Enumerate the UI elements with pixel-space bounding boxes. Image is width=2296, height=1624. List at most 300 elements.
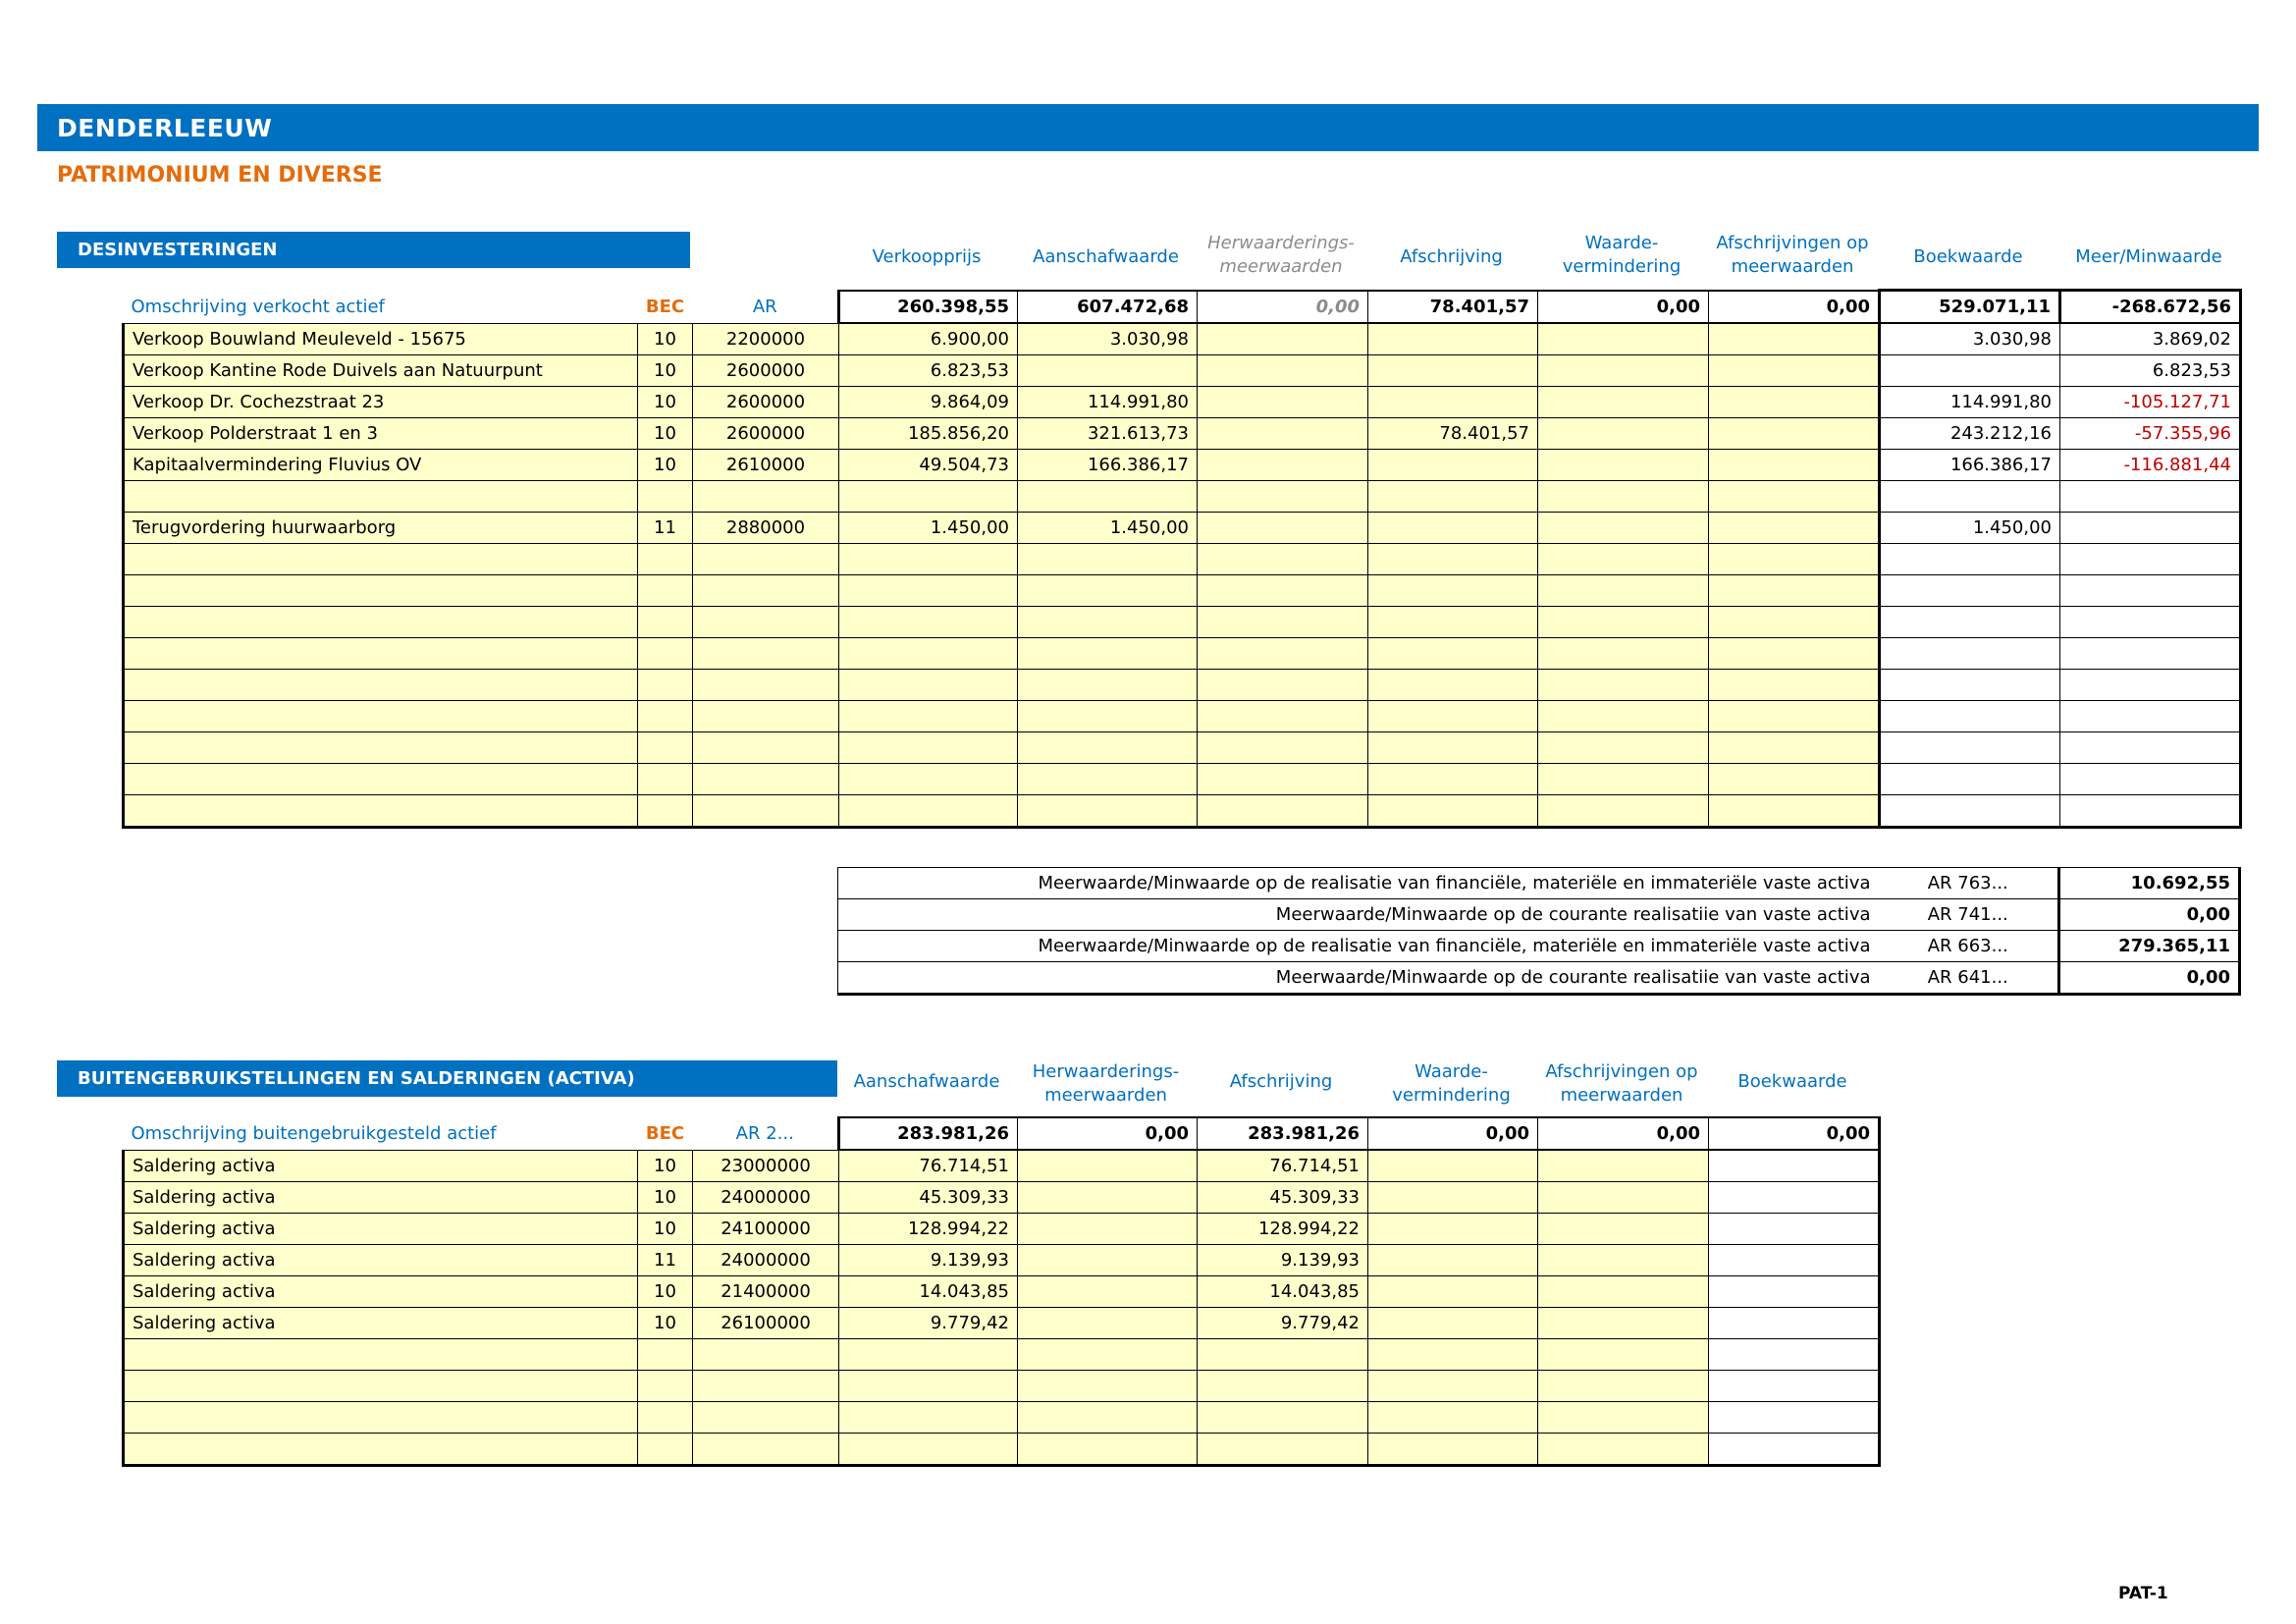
summary-row: [838, 868, 2240, 899]
cell-ar: 21400000: [693, 1276, 839, 1308]
cell-bec: [638, 1402, 693, 1434]
cell-boekwaarde: 114.991,80: [1880, 387, 2060, 418]
section-buitengebruik-bar: [57, 1060, 837, 1097]
summary-row: [838, 962, 2240, 995]
cell-herwaarderings: [1198, 670, 1368, 701]
cell-herwaarderings: [1198, 544, 1368, 575]
cell-herwaarderings: [1198, 607, 1368, 638]
cell-ar: [693, 701, 839, 732]
cell-aanschafwaarde: 76.714,51: [839, 1150, 1018, 1182]
cell-afschr-meerwaarden: [1709, 355, 1880, 387]
cell-afschr-meerwaarden: [1709, 607, 1880, 638]
cell-afschr-meerwaarden: [1538, 1434, 1709, 1466]
cell-afschrijving: [1368, 670, 1538, 701]
cell-waardevermindering: [1538, 638, 1709, 670]
cell-meerminwaarde: [2060, 732, 2241, 764]
cell-waardevermindering: [1368, 1339, 1538, 1371]
cell-boekwaarde: [1880, 795, 2060, 828]
cell-bec: [638, 732, 693, 764]
cell-description: Verkoop Dr. Cochezstraat 23: [124, 387, 638, 418]
summary-value: 0,00: [2059, 962, 2240, 995]
cell-description: [124, 670, 638, 701]
cell-waardevermindering: [1538, 701, 1709, 732]
cell-afschrijving: [1368, 607, 1538, 638]
cell-description: [124, 1339, 638, 1371]
cell-ar: [693, 1371, 839, 1402]
cell-afschrijving: [1368, 323, 1538, 355]
totals-bec: BEC: [645, 296, 685, 317]
summary-label: Meerwaarde/Minwaarde op de realisatie van financiële, materiële en immateriële vaste activa: [838, 931, 1879, 962]
cell-ar: 26100000: [693, 1308, 839, 1339]
cell-herwaarderings: [1018, 1371, 1198, 1402]
summary-ar: AR 641...: [1879, 962, 2059, 995]
cell-waardevermindering: [1538, 355, 1709, 387]
cell-waardevermindering: [1368, 1214, 1538, 1245]
col-header-b-afschr-meerwaarden: Afschrijvingen op meerwaarden: [1545, 1061, 1698, 1106]
table-row: [124, 732, 2241, 764]
cell-description: Saldering activa: [124, 1182, 638, 1214]
summary-value: 10.692,55: [2059, 868, 2240, 899]
b-totals-bec: BEC: [645, 1122, 685, 1144]
cell-waardevermindering: [1368, 1371, 1538, 1402]
total-afschrijving: 78.401,57: [1368, 291, 1538, 324]
cell-ar: 2880000: [693, 513, 839, 544]
cell-bec: [638, 638, 693, 670]
table-row: [124, 1371, 1880, 1402]
cell-afschrijving: 128.994,22: [1198, 1214, 1368, 1245]
desinvesteringen-table: [122, 289, 2242, 829]
cell-afschrijving: [1368, 355, 1538, 387]
cell-herwaarderings: [1198, 418, 1368, 450]
cell-afschr-meerwaarden: [1709, 732, 1880, 764]
cell-waardevermindering: [1368, 1308, 1538, 1339]
cell-boekwaarde: [1880, 670, 2060, 701]
cell-boekwaarde: [1709, 1371, 1880, 1402]
cell-boekwaarde: [1880, 764, 2060, 795]
cell-afschrijving: [1198, 1434, 1368, 1466]
col-header-aanschafwaarde: Aanschafwaarde: [1033, 246, 1179, 267]
cell-verkoopprijs: 49.504,73: [839, 450, 1018, 481]
cell-description: Kapitaalvermindering Fluvius OV: [124, 450, 638, 481]
total-waardevermindering: 0,00: [1538, 291, 1709, 324]
cell-afschr-meerwaarden: [1709, 701, 1880, 732]
cell-description: [124, 638, 638, 670]
cell-herwaarderings: [1198, 764, 1368, 795]
cell-boekwaarde: [1709, 1245, 1880, 1276]
summary-ar: AR 663...: [1879, 931, 2059, 962]
cell-ar: 24000000: [693, 1245, 839, 1276]
cell-aanschafwaarde: [1018, 732, 1198, 764]
cell-meerminwaarde: -57.355,96: [2060, 418, 2241, 450]
cell-herwaarderings: [1198, 387, 1368, 418]
cell-ar: [693, 607, 839, 638]
cell-afschrijving: 76.714,51: [1198, 1150, 1368, 1182]
cell-afschrijving: 78.401,57: [1368, 418, 1538, 450]
cell-afschr-meerwaarden: [1709, 418, 1880, 450]
cell-herwaarderings: [1198, 575, 1368, 607]
cell-afschr-meerwaarden: [1709, 450, 1880, 481]
col-header-b-aanschafwaarde: Aanschafwaarde: [853, 1071, 1000, 1092]
cell-herwaarderings: [1018, 1434, 1198, 1466]
page-title: DENDERLEEUW: [57, 114, 273, 142]
table-row: [124, 1150, 1880, 1182]
cell-description: [124, 607, 638, 638]
cell-meerminwaarde: [2060, 513, 2241, 544]
cell-afschrijving: [1198, 1402, 1368, 1434]
cell-afschr-meerwaarden: [1709, 638, 1880, 670]
table-row: [124, 513, 2241, 544]
table-row: [124, 607, 2241, 638]
col-header-b-herwaarderings: Herwaarderings- meerwaarden: [1032, 1061, 1180, 1106]
total-herwaarderings: 0,00: [1198, 291, 1368, 324]
totals-ar: AR: [752, 296, 777, 317]
table-row: [124, 638, 2241, 670]
cell-aanschafwaarde: [1018, 355, 1198, 387]
cell-aanschafwaarde: 9.779,42: [839, 1308, 1018, 1339]
table-row: [124, 1182, 1880, 1214]
cell-boekwaarde: [1880, 481, 2060, 513]
table-row: [124, 1276, 1880, 1308]
cell-ar: 2600000: [693, 387, 839, 418]
b-total-afschr-meerwaarden: 0,00: [1538, 1117, 1709, 1150]
cell-waardevermindering: [1538, 607, 1709, 638]
cell-description: Saldering activa: [124, 1214, 638, 1245]
table-row: [124, 670, 2241, 701]
table-row: [124, 575, 2241, 607]
cell-herwaarderings: [1018, 1214, 1198, 1245]
cell-waardevermindering: [1538, 795, 1709, 828]
cell-bec: 10: [638, 450, 693, 481]
table-row: [124, 1339, 1880, 1371]
cell-aanschafwaarde: [1018, 575, 1198, 607]
b-total-herwaarderings: 0,00: [1018, 1117, 1198, 1150]
cell-ar: [693, 670, 839, 701]
cell-afschrijving: [1368, 481, 1538, 513]
cell-aanschafwaarde: 9.139,93: [839, 1245, 1018, 1276]
table-row: [124, 1214, 1880, 1245]
cell-aanschafwaarde: 3.030,98: [1018, 323, 1198, 355]
cell-description: [124, 764, 638, 795]
cell-afschrijving: [1368, 638, 1538, 670]
cell-afschr-meerwaarden: [1709, 795, 1880, 828]
cell-herwaarderings: [1198, 481, 1368, 513]
cell-waardevermindering: [1368, 1434, 1538, 1466]
cell-herwaarderings: [1198, 323, 1368, 355]
cell-bec: [638, 764, 693, 795]
cell-aanschafwaarde: [839, 1434, 1018, 1466]
cell-verkoopprijs: [839, 481, 1018, 513]
cell-aanschafwaarde: [839, 1339, 1018, 1371]
summary-label: Meerwaarde/Minwaarde op de realisatie van financiële, materiële en immateriële vaste activa: [838, 868, 1879, 899]
cell-description: [124, 701, 638, 732]
cell-afschrijving: 14.043,85: [1198, 1276, 1368, 1308]
cell-afschrijving: [1368, 387, 1538, 418]
table-row: [124, 701, 2241, 732]
cell-bec: 10: [638, 355, 693, 387]
cell-description: Verkoop Kantine Rode Duivels aan Natuurpunt: [124, 355, 638, 387]
cell-afschr-meerwaarden: [1538, 1182, 1709, 1214]
cell-verkoopprijs: 6.823,53: [839, 355, 1018, 387]
cell-meerminwaarde: 6.823,53: [2060, 355, 2241, 387]
cell-waardevermindering: [1368, 1245, 1538, 1276]
cell-afschrijving: [1368, 732, 1538, 764]
cell-ar: [693, 481, 839, 513]
cell-aanschafwaarde: 321.613,73: [1018, 418, 1198, 450]
cell-herwaarderings: [1198, 450, 1368, 481]
cell-afschrijving: [1368, 544, 1538, 575]
total-afschr-meerwaarden: 0,00: [1709, 291, 1880, 324]
cell-meerminwaarde: [2060, 481, 2241, 513]
cell-bec: [638, 670, 693, 701]
cell-boekwaarde: [1709, 1434, 1880, 1466]
cell-afschr-meerwaarden: [1709, 387, 1880, 418]
table-row: [124, 795, 2241, 828]
cell-bec: 11: [638, 513, 693, 544]
summary-row: [838, 899, 2240, 931]
b-total-boekwaarde: 0,00: [1709, 1117, 1880, 1150]
cell-ar: 2600000: [693, 418, 839, 450]
cell-verkoopprijs: 9.864,09: [839, 387, 1018, 418]
cell-afschr-meerwaarden: [1538, 1371, 1709, 1402]
cell-verkoopprijs: [839, 638, 1018, 670]
cell-boekwaarde: [1709, 1276, 1880, 1308]
table-row: [124, 1245, 1880, 1276]
cell-bec: [638, 607, 693, 638]
summary-row: [838, 931, 2240, 962]
cell-bec: [638, 795, 693, 828]
cell-waardevermindering: [1538, 513, 1709, 544]
cell-meerminwaarde: [2060, 670, 2241, 701]
total-meerminwaarde: -268.672,56: [2060, 291, 2241, 324]
section-desinvesteringen-bar: [57, 232, 690, 268]
cell-bec: 11: [638, 1245, 693, 1276]
cell-waardevermindering: [1368, 1150, 1538, 1182]
table-row: [124, 1308, 1880, 1339]
section-desinvesteringen-title: DESINVESTERINGEN: [78, 240, 278, 260]
cell-verkoopprijs: [839, 544, 1018, 575]
cell-meerminwaarde: [2060, 795, 2241, 828]
cell-aanschafwaarde: [1018, 670, 1198, 701]
cell-meerminwaarde: [2060, 764, 2241, 795]
cell-aanschafwaarde: [1018, 607, 1198, 638]
table-row: [124, 387, 2241, 418]
cell-bec: 10: [638, 1276, 693, 1308]
cell-afschr-meerwaarden: [1538, 1214, 1709, 1245]
table-row: [124, 450, 2241, 481]
cell-afschr-meerwaarden: [1538, 1245, 1709, 1276]
cell-ar: [693, 764, 839, 795]
cell-afschrijving: [1198, 1339, 1368, 1371]
cell-afschr-meerwaarden: [1538, 1276, 1709, 1308]
cell-afschr-meerwaarden: [1538, 1308, 1709, 1339]
b-total-waardevermindering: 0,00: [1368, 1117, 1538, 1150]
cell-aanschafwaarde: [1018, 638, 1198, 670]
cell-waardevermindering: [1538, 387, 1709, 418]
cell-aanschafwaarde: [1018, 764, 1198, 795]
summary-ar: AR 741...: [1879, 899, 2059, 931]
cell-verkoopprijs: [839, 732, 1018, 764]
col-header-meerminwaarde: Meer/Minwaarde: [2075, 246, 2222, 267]
cell-aanschafwaarde: 114.991,80: [1018, 387, 1198, 418]
cell-aanschafwaarde: 1.450,00: [1018, 513, 1198, 544]
cell-description: Terugvordering huurwaarborg: [124, 513, 638, 544]
total-aanschafwaarde: 607.472,68: [1018, 291, 1198, 324]
cell-boekwaarde: [1709, 1402, 1880, 1434]
cell-afschrijving: 45.309,33: [1198, 1182, 1368, 1214]
cell-description: [124, 1434, 638, 1466]
cell-waardevermindering: [1538, 450, 1709, 481]
cell-verkoopprijs: [839, 607, 1018, 638]
cell-ar: [693, 795, 839, 828]
col-header-b-afschrijving: Afschrijving: [1229, 1071, 1333, 1092]
col-header-waardevermindering: Waarde- vermindering: [1562, 233, 1682, 277]
col-header-afschrijving: Afschrijving: [1400, 246, 1503, 267]
cell-boekwaarde: [1880, 638, 2060, 670]
cell-ar: [693, 1339, 839, 1371]
cell-waardevermindering: [1368, 1182, 1538, 1214]
cell-ar: [693, 638, 839, 670]
table-row: [124, 1402, 1880, 1434]
cell-bec: 10: [638, 387, 693, 418]
col-header-verkoopprijs: Verkoopprijs: [872, 246, 982, 267]
b-total-afschrijving: 283.981,26: [1198, 1117, 1368, 1150]
desinvesteringen-summary-table: [837, 867, 2241, 996]
cell-meerminwaarde: [2060, 607, 2241, 638]
cell-boekwaarde: [1709, 1150, 1880, 1182]
summary-label: Meerwaarde/Minwaarde op de courante realisatiie van vaste activa: [838, 899, 1879, 931]
cell-aanschafwaarde: [1018, 544, 1198, 575]
cell-verkoopprijs: [839, 795, 1018, 828]
page-code: PAT-1: [2118, 1584, 2168, 1603]
summary-value: 0,00: [2059, 899, 2240, 931]
cell-waardevermindering: [1538, 323, 1709, 355]
b-total-aanschafwaarde: 283.981,26: [839, 1117, 1018, 1150]
cell-boekwaarde: [1709, 1308, 1880, 1339]
cell-ar: [693, 575, 839, 607]
cell-description: Verkoop Polderstraat 1 en 3: [124, 418, 638, 450]
summary-value: 279.365,11: [2059, 931, 2240, 962]
cell-waardevermindering: [1538, 481, 1709, 513]
cell-ar: 2610000: [693, 450, 839, 481]
cell-afschr-meerwaarden: [1538, 1402, 1709, 1434]
cell-description: [124, 575, 638, 607]
cell-waardevermindering: [1538, 575, 1709, 607]
table-row: [124, 355, 2241, 387]
cell-ar: 24100000: [693, 1214, 839, 1245]
cell-afschr-meerwaarden: [1709, 481, 1880, 513]
cell-waardevermindering: [1538, 732, 1709, 764]
cell-boekwaarde: [1880, 355, 2060, 387]
cell-bec: [638, 1371, 693, 1402]
cell-meerminwaarde: -105.127,71: [2060, 387, 2241, 418]
cell-verkoopprijs: 1.450,00: [839, 513, 1018, 544]
cell-aanschafwaarde: [1018, 795, 1198, 828]
cell-bec: [638, 575, 693, 607]
col-header-afschr-meerwaarden: Afschrijvingen op meerwaarden: [1716, 233, 1869, 277]
cell-aanschafwaarde: 14.043,85: [839, 1276, 1018, 1308]
cell-herwaarderings: [1198, 701, 1368, 732]
cell-bec: 10: [638, 418, 693, 450]
table-row: [124, 764, 2241, 795]
cell-bec: 10: [638, 1150, 693, 1182]
cell-ar: 23000000: [693, 1150, 839, 1182]
cell-meerminwaarde: [2060, 575, 2241, 607]
cell-herwaarderings: [1018, 1150, 1198, 1182]
cell-ar: [693, 544, 839, 575]
cell-herwaarderings: [1018, 1402, 1198, 1434]
cell-description: [124, 795, 638, 828]
cell-herwaarderings: [1018, 1339, 1198, 1371]
cell-herwaarderings: [1198, 638, 1368, 670]
cell-boekwaarde: 3.030,98: [1880, 323, 2060, 355]
cell-meerminwaarde: -116.881,44: [2060, 450, 2241, 481]
cell-boekwaarde: 243.212,16: [1880, 418, 2060, 450]
cell-verkoopprijs: [839, 670, 1018, 701]
cell-boekwaarde: [1880, 701, 2060, 732]
summary-ar: AR 763...: [1879, 868, 2059, 899]
cell-boekwaarde: 1.450,00: [1880, 513, 2060, 544]
b-totals-ar: AR 2...: [735, 1122, 794, 1144]
cell-waardevermindering: [1368, 1276, 1538, 1308]
cell-bec: [638, 544, 693, 575]
cell-afschr-meerwaarden: [1709, 513, 1880, 544]
cell-meerminwaarde: [2060, 701, 2241, 732]
table-row: [124, 544, 2241, 575]
cell-ar: [693, 1434, 839, 1466]
cell-aanschafwaarde: 166.386,17: [1018, 450, 1198, 481]
cell-aanschafwaarde: 45.309,33: [839, 1182, 1018, 1214]
desinvesteringen-totals-row: [124, 291, 2241, 324]
cell-boekwaarde: [1880, 607, 2060, 638]
cell-afschr-meerwaarden: [1709, 670, 1880, 701]
cell-verkoopprijs: 6.900,00: [839, 323, 1018, 355]
cell-waardevermindering: [1538, 764, 1709, 795]
cell-description: Saldering activa: [124, 1150, 638, 1182]
cell-description: Verkoop Bouwland Meuleveld - 15675: [124, 323, 638, 355]
cell-herwaarderings: [1018, 1276, 1198, 1308]
cell-meerminwaarde: [2060, 544, 2241, 575]
cell-meerminwaarde: 3.869,02: [2060, 323, 2241, 355]
cell-herwaarderings: [1018, 1182, 1198, 1214]
col-header-boekwaarde: Boekwaarde: [1913, 246, 2023, 267]
cell-afschr-meerwaarden: [1709, 544, 1880, 575]
cell-verkoopprijs: 185.856,20: [839, 418, 1018, 450]
cell-bec: [638, 1434, 693, 1466]
cell-herwaarderings: [1198, 513, 1368, 544]
cell-boekwaarde: [1709, 1214, 1880, 1245]
table-row: [124, 1434, 1880, 1466]
page-subtitle: PATRIMONIUM EN DIVERSE: [57, 163, 383, 188]
cell-boekwaarde: [1709, 1182, 1880, 1214]
cell-description: [124, 732, 638, 764]
cell-bec: 10: [638, 1214, 693, 1245]
cell-verkoopprijs: [839, 575, 1018, 607]
cell-ar: [693, 1402, 839, 1434]
cell-aanschafwaarde: [839, 1402, 1018, 1434]
summary-label: Meerwaarde/Minwaarde op de courante realisatiie van vaste activa: [838, 962, 1879, 995]
cell-description: [124, 481, 638, 513]
col-header-herwaarderings: Herwaarderings- meerwaarden: [1207, 233, 1355, 277]
cell-aanschafwaarde: [1018, 701, 1198, 732]
cell-afschr-meerwaarden: [1538, 1150, 1709, 1182]
cell-bec: [638, 701, 693, 732]
cell-ar: 2200000: [693, 323, 839, 355]
cell-afschrijving: [1368, 764, 1538, 795]
cell-afschrijving: [1368, 701, 1538, 732]
cell-bec: 10: [638, 1182, 693, 1214]
cell-waardevermindering: [1538, 418, 1709, 450]
cell-description: [124, 1402, 638, 1434]
